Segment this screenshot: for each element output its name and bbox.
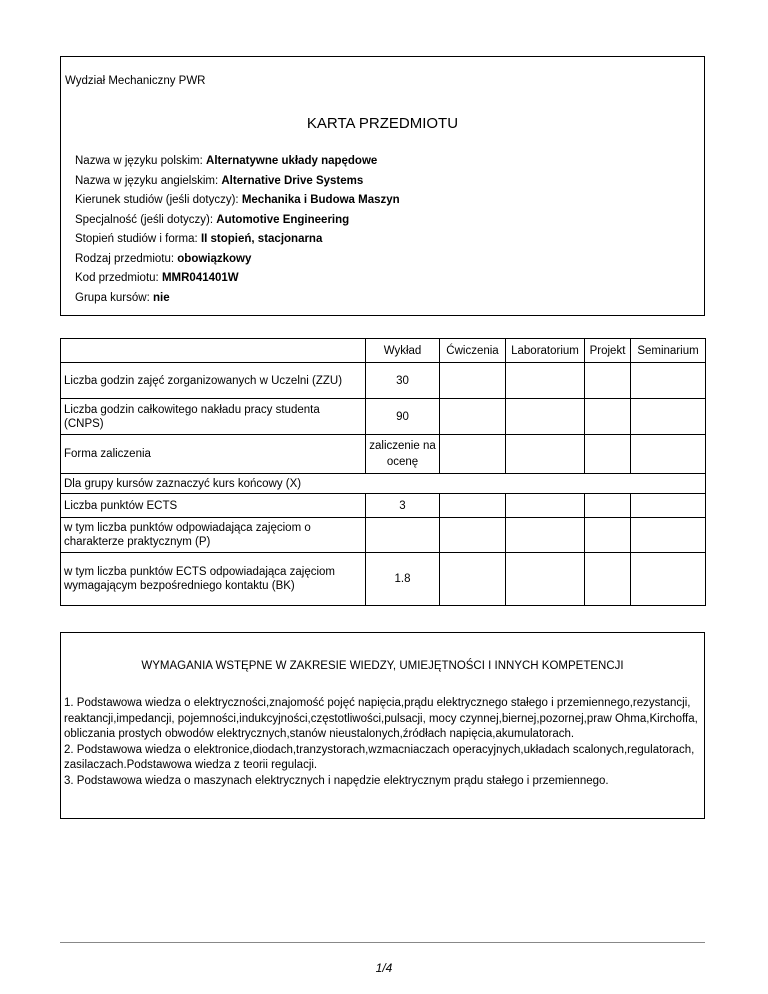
info-label: Kod przedmiotu: [75,272,159,284]
row-label: Dla grupy kursów zaznaczyć kurs końcowy (X) [61,474,706,494]
page-number: 1/4 [375,961,393,975]
table-cell [585,518,631,553]
table-cell [506,363,585,399]
info-row-course-type [75,250,400,270]
info-row-degree [75,230,400,250]
table-cell [440,553,506,606]
row-label: w tym liczba punktów odpowiadająca zajęciom o charakterze praktycznym (P) [61,518,366,553]
footer-divider [60,942,705,943]
table-cell [631,553,706,606]
info-row-course-code [75,269,400,289]
column-header: Projekt [585,339,631,363]
table-cell: zaliczenie na ocenę [366,435,440,474]
row-label: Liczba godzin zajęć zorganizowanych w Uczelni (ZZU) [61,363,366,399]
table-cell [631,518,706,553]
row-label: Liczba godzin całkowitego nakładu pracy studenta (CNPS) [61,399,366,435]
table-cell [506,435,585,474]
info-label: Rodzaj przedmiotu: [75,252,175,265]
column-header: Ćwiczenia [440,339,506,363]
table-row [61,399,706,435]
table-cell [506,494,585,518]
info-value: obowiązkowy [177,252,252,265]
requirements-list [64,696,698,789]
table-row [61,518,706,553]
info-value: Mechanika i Budowa Maszyn [241,194,400,206]
info-label: Stopień studiów i forma: [75,233,198,245]
table-cell [631,435,706,474]
table-corner-cell [61,339,366,363]
requirements-title: WYMAGANIA WSTĘPNE W ZAKRESIE WIEDZY, UMIEJĘTNOŚCI I INNYCH KOMPETENCJI [141,660,624,672]
info-row-field-of-study [75,191,400,211]
info-label: Grupa kursów: [75,291,150,304]
table-cell: 30 [366,363,440,399]
table-row [61,363,706,399]
table-cell [506,518,585,553]
table-cell [366,518,440,553]
table-cell: 1.8 [366,553,440,606]
info-value: Automotive Engineering [216,213,350,226]
info-row-english-name [75,172,400,192]
requirement-item: 2. Podstawowa wiedza o elektronice,diodach,tranzystorach,wzmacniaczach operacyjnych,układach scalonych,regulatorach, zasilaczach.Podstawowa wiedza z teorii regulacji. [64,743,695,771]
requirement-item: 3. Podstawowa wiedza o maszynach elektrycznych i napędzie elektrycznym prądu stałego i przemiennego. [64,774,609,787]
info-label: Nazwa w języku polskim: [75,155,203,167]
info-value: MMR041401W [161,272,239,284]
table-cell [440,435,506,474]
table-cell [585,494,631,518]
table-cell: 3 [366,494,440,518]
table-row [61,474,706,494]
info-label: Specjalność (jeśli dotyczy): [75,213,214,226]
table-cell [585,363,631,399]
table-cell [631,494,706,518]
table-cell [585,553,631,606]
table-cell [440,363,506,399]
table-cell [506,553,585,606]
info-value: Alternative Drive Systems [221,174,364,187]
info-label: Kierunek studiów (jeśli dotyczy): [75,194,239,206]
requirement-item: 1. Podstawowa wiedza o elektryczności,znajomość pojęć napięcia,prądu elektrycznego stałego i przemiennego,rezystancji, reaktancji,impedancji, pojemności,indukcyjności,częstotliwości,pulsacji, mocy czynnej,biernej,pozornej,praw Ohma,Kirchoffa, obliczania prostych obwodów elektrycznych,stanów nieustalonych,źródłach napięcia,akumulatorach. [64,697,698,740]
row-label: w tym liczba punktów ECTS odpowiadająca zajęciom wymagającym bezpośredniego kontaktu (BK) [61,553,366,606]
table-row [61,553,706,606]
column-header: Seminarium [631,339,706,363]
column-header: Laboratorium [506,339,585,363]
info-value: nie [152,291,170,304]
table-cell [631,399,706,435]
row-label: Forma zaliczenia [61,435,366,474]
table-header-row [61,339,706,363]
column-header: Wykład [366,339,440,363]
table-cell [585,435,631,474]
table-cell: 90 [366,399,440,435]
info-label: Nazwa w języku angielskim: [75,174,219,187]
table-cell [440,494,506,518]
table-cell [440,399,506,435]
hours-table [60,338,706,606]
info-row-course-group [75,289,400,309]
table-row [61,435,706,474]
table-cell [631,363,706,399]
page-title: KARTA PRZEDMIOTU [306,115,459,132]
info-row-specialization [75,211,400,231]
table-cell [585,399,631,435]
table-cell [440,518,506,553]
table-cell [506,399,585,435]
info-row-polish-name [75,152,400,172]
course-info-box [60,56,705,316]
table-row [61,494,706,518]
course-info-list [75,152,400,308]
info-value: II stopień, stacjonarna [200,233,323,245]
requirements-box [60,632,705,819]
row-label: Liczba punktów ECTS [61,494,366,518]
department-name: Wydział Mechaniczny PWR [65,75,206,87]
info-value: Alternatywne układy napędowe [206,155,378,167]
